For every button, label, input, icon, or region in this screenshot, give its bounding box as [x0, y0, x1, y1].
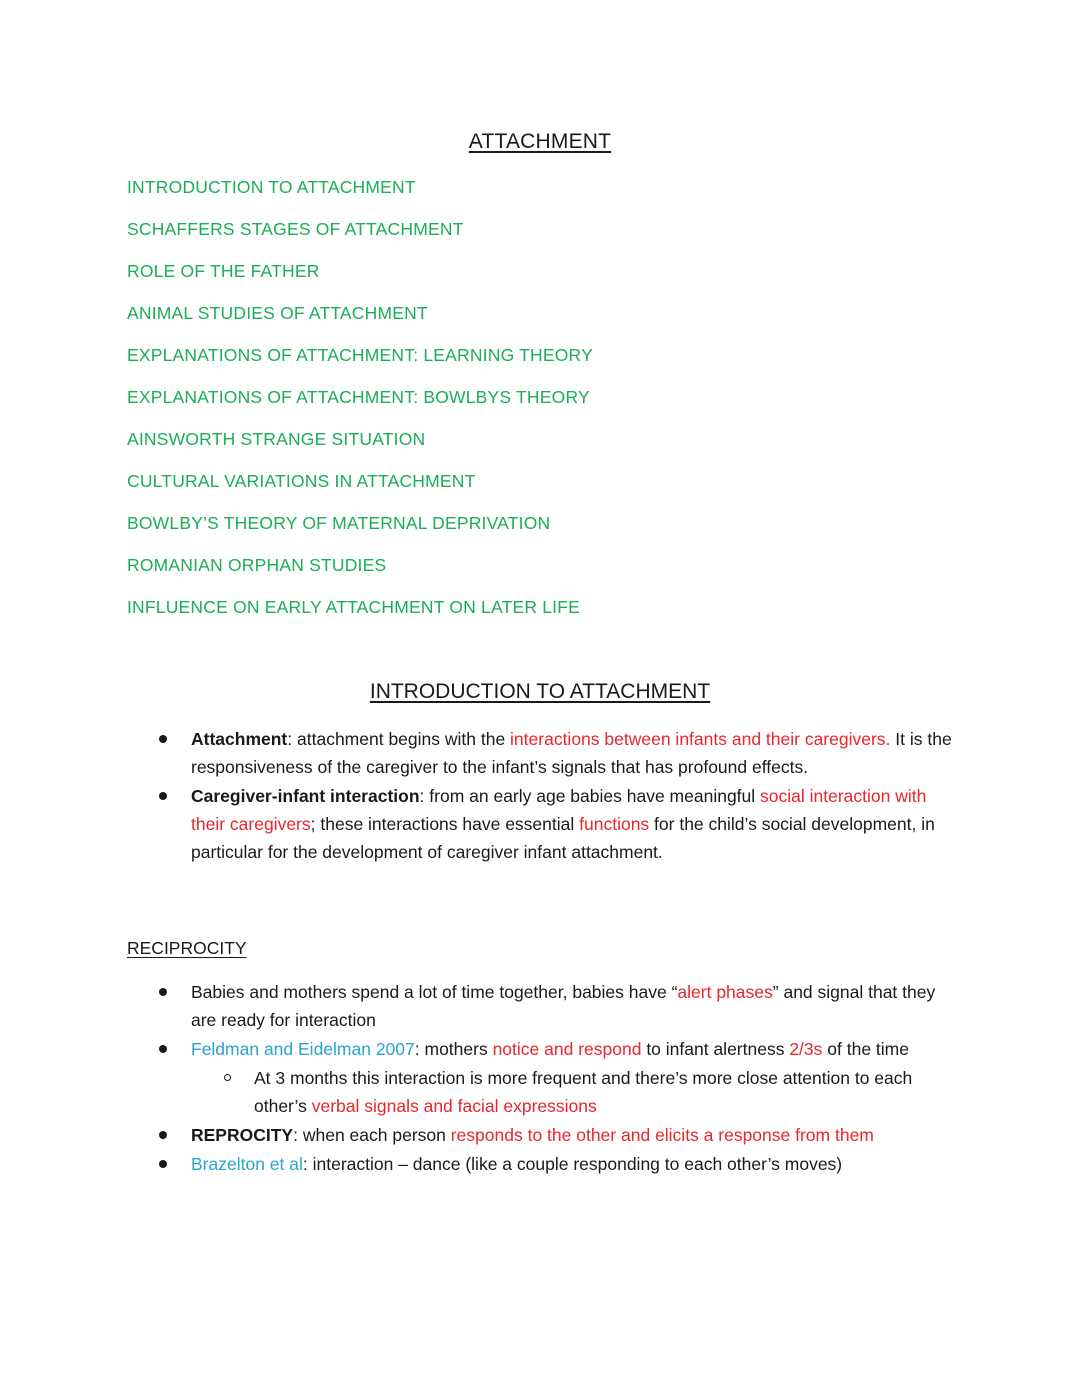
highlight-text: interactions between infants and their caregivers.: [510, 729, 891, 749]
term-caregiver-infant-interaction: Caregiver-infant interaction: [191, 786, 420, 806]
separator: :: [287, 729, 297, 749]
list-item-caregiver-interaction: [157, 782, 957, 866]
toc-link-learning-theory[interactable]: EXPLANATIONS OF ATTACHMENT: LEARNING THEORY: [127, 345, 593, 365]
reciprocity-bullet-list: [157, 978, 957, 1179]
list-item-brazelton: [157, 1150, 957, 1178]
sub-list-item-three-months: [157, 1064, 957, 1120]
document-title: ATTACHMENT: [468, 130, 612, 153]
separator: :: [293, 1125, 303, 1145]
separator: :: [419, 786, 430, 806]
highlight-text: 2/3s: [789, 1039, 823, 1059]
body-text: from an early age babies have meaningful: [429, 786, 761, 806]
body-text: It is the responsiveness of the caregiver to the infant’s signals that has profound effects.: [191, 729, 952, 777]
table-of-contents: [127, 176, 593, 638]
body-text: for the child’s social development, in particular for the development of caregiver infant attachment.: [191, 814, 935, 862]
toc-link-strange-situation[interactable]: AINSWORTH STRANGE SITUATION: [127, 429, 426, 449]
toc-link-maternal-deprivation[interactable]: BOWLBY’S THEORY OF MATERNAL DEPRIVATION: [127, 513, 551, 533]
introduction-bullet-list: [157, 725, 957, 867]
list-item-reprocity: [157, 1121, 957, 1149]
study-reference: Brazelton et al: [191, 1154, 303, 1174]
highlight-text: verbal signals and facial expressions: [311, 1096, 597, 1116]
toc-link-romanian-orphans[interactable]: ROMANIAN ORPHAN STUDIES: [127, 555, 387, 575]
highlight-text: social interaction with their caregivers: [191, 786, 927, 834]
term-reprocity: REPROCITY: [191, 1125, 294, 1145]
subheading-reciprocity: RECIPROCITY: [127, 938, 247, 958]
list-item-attachment: [157, 725, 957, 781]
study-reference: Feldman and Eidelman 2007: [191, 1039, 415, 1059]
highlight-text: notice and respond: [492, 1039, 642, 1059]
body-text: to infant alertness: [641, 1039, 790, 1059]
toc-link-later-life[interactable]: INFLUENCE ON EARLY ATTACHMENT ON LATER LIFE: [127, 597, 580, 617]
toc-link-schaffers-stages[interactable]: SCHAFFERS STAGES OF ATTACHMENT: [127, 219, 464, 239]
toc-link-introduction[interactable]: INTRODUCTION TO ATTACHMENT: [127, 177, 416, 197]
list-item-feldman-eidelman: [157, 1035, 957, 1063]
body-text: ” and signal that they are ready for interaction: [191, 982, 936, 1030]
highlight-text: alert phases: [677, 982, 773, 1002]
body-text: Babies and mothers spend a lot of time together, babies have “: [191, 982, 678, 1002]
highlight-text: functions: [579, 814, 650, 834]
toc-link-role-of-father[interactable]: ROLE OF THE FATHER: [127, 261, 320, 281]
body-text: : interaction – dance (like a couple responding to each other’s moves): [302, 1154, 843, 1174]
body-text: of the time: [822, 1039, 909, 1059]
toc-link-bowlbys-theory[interactable]: EXPLANATIONS OF ATTACHMENT: BOWLBYS THEORY: [127, 387, 590, 407]
highlight-text: responds to the other and elicits a response from them: [450, 1125, 874, 1145]
body-text: when each person: [302, 1125, 451, 1145]
list-item-alert-phases: [157, 978, 957, 1034]
body-text: : mothers: [414, 1039, 493, 1059]
section-heading-introduction: INTRODUCTION TO ATTACHMENT: [369, 680, 711, 703]
toc-link-animal-studies[interactable]: ANIMAL STUDIES OF ATTACHMENT: [127, 303, 428, 323]
body-text: At 3 months this interaction is more frequent and there’s more close attention to each other’s: [254, 1068, 913, 1116]
toc-link-cultural-variations[interactable]: CULTURAL VARIATIONS IN ATTACHMENT: [127, 471, 476, 491]
body-text: ; these interactions have essential: [310, 814, 580, 834]
term-attachment: Attachment: [191, 729, 288, 749]
body-text: attachment begins with the: [297, 729, 511, 749]
